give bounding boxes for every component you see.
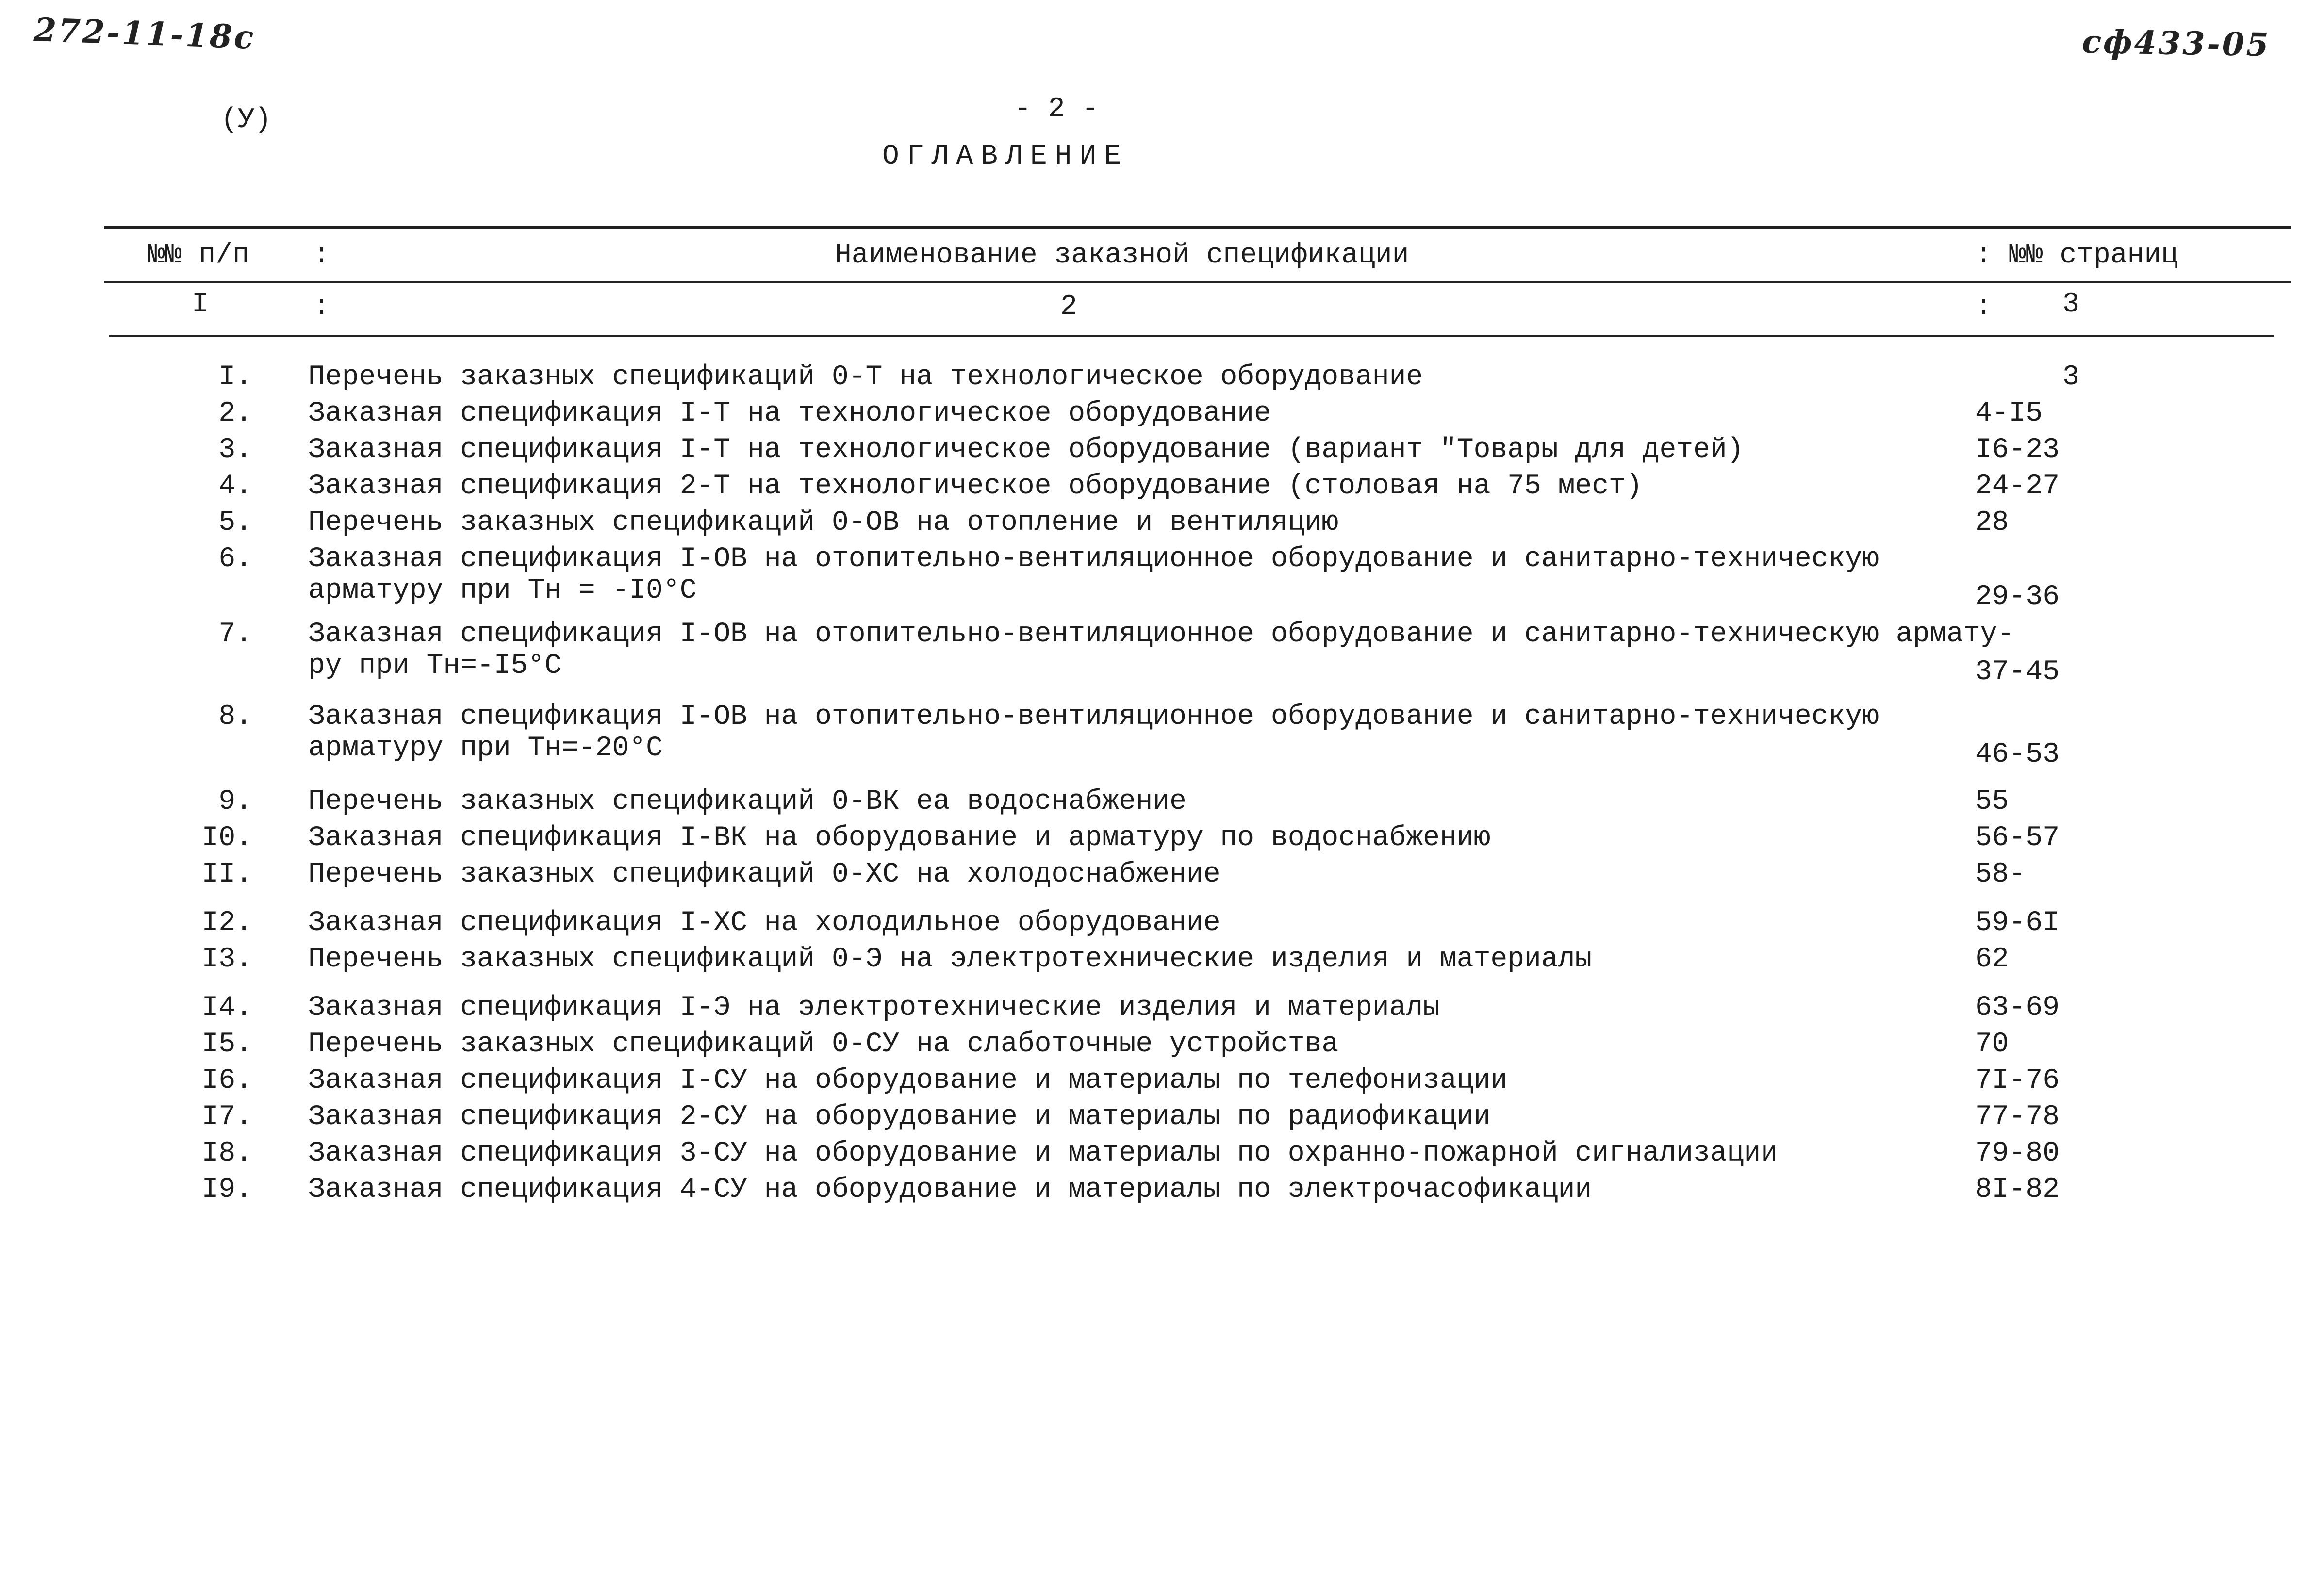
row-number: I0.	[201, 822, 252, 854]
row-pages: 28	[1975, 507, 2009, 539]
page-number: - 2 -	[1014, 94, 1099, 125]
row-pages: 46-53	[1975, 739, 2060, 770]
row-title	[308, 1138, 1778, 1169]
row-title	[308, 1101, 1490, 1133]
row-number: I4.	[201, 992, 252, 1024]
row-title-line: Заказная спецификация 2-Т на технологическое оборудование (столовая на 75 мест)	[308, 471, 1643, 502]
header-separator: :	[1975, 240, 1992, 271]
row-pages: 55	[1975, 786, 2009, 818]
row-number: I5.	[201, 1029, 252, 1060]
row-pages: 24-27	[1975, 471, 2060, 502]
col-number-index: I	[192, 289, 209, 320]
row-title-line: ру при Тн=-I5°С	[308, 650, 562, 682]
row-title-line: Заказная спецификация I-СУ на оборудование и материалы по телефонизации	[308, 1065, 1508, 1096]
variant-mark: (У)	[221, 104, 272, 136]
row-title-line: Заказная спецификация I-ОВ на отопительно-вентиляционное оборудование и санитарно-техническую	[308, 543, 1879, 575]
row-title-line: Заказная спецификация I-Э на электротехнические изделия и материалы	[308, 992, 1440, 1024]
row-pages: 63-69	[1975, 992, 2060, 1024]
row-title-line: Перечень заказных спецификаций 0-ВК еа водоснабжение	[308, 786, 1187, 818]
row-title-line: Перечень заказных спецификаций 0-ОВ на отопление и вентиляцию	[308, 507, 1339, 539]
col-pages-index: 3	[2062, 289, 2079, 320]
header-col-pages: №№ страниц	[2009, 240, 2178, 271]
header-col-name: Наименование заказной спецификации	[835, 240, 1409, 271]
row-number: I7.	[201, 1101, 252, 1133]
table-header-rule	[104, 281, 2291, 283]
row-pages: 79-80	[1975, 1138, 2060, 1169]
row-title	[308, 1174, 1592, 1206]
col-name-index: 2	[1060, 291, 1077, 323]
row-title-line: Заказная спецификация 4-СУ на оборудование и материалы по электрочасофикации	[308, 1174, 1592, 1206]
row-title	[308, 434, 1744, 466]
header-col-number: №№ п/п	[148, 240, 249, 271]
row-number: 3.	[218, 434, 252, 466]
row-title-line: Заказная спецификация I-ВК на оборудование и арматуру по водоснабжению	[308, 822, 1491, 854]
row-pages: 59-6I	[1975, 907, 2060, 939]
row-title-line: Перечень заказных спецификаций 0-Т на технологическое оборудование	[308, 361, 1423, 393]
row-title	[308, 361, 1423, 393]
row-number: 8.	[218, 701, 252, 733]
row-title	[308, 507, 1338, 539]
row-pages: 29-36	[1975, 581, 2060, 613]
table-top-rule	[104, 226, 2291, 229]
row-pages: I6-23	[1975, 434, 2060, 466]
header-separator: :	[313, 240, 330, 271]
row-title	[308, 1065, 1507, 1096]
row-pages: 37-45	[1975, 656, 2060, 688]
row-title-line: Заказная спецификация I-Т на технологическое оборудование (вариант "Товары для детей)	[308, 434, 1744, 466]
row-title-line: Заказная спецификация I-ОВ на отопительно-вентиляционное оборудование и санитарно-техническую	[308, 701, 1879, 733]
row-number: I6.	[201, 1065, 252, 1096]
row-title	[308, 992, 1440, 1024]
row-title-line: Перечень заказных спецификаций 0-ХС на холодоснабжение	[308, 859, 1220, 890]
row-pages: 7I-76	[1975, 1065, 2060, 1096]
row-title	[308, 701, 1879, 764]
row-title-line: Заказная спецификация I-ХС на холодильное оборудование	[308, 907, 1220, 939]
row-title	[308, 907, 1220, 939]
row-title-line: Заказная спецификация 2-СУ на оборудование и материалы по радиофикации	[308, 1101, 1491, 1133]
row-title	[308, 619, 2014, 682]
header-separator: :	[1975, 291, 1992, 323]
handwritten-document-code: 272-11-18с	[33, 11, 256, 56]
row-pages: 3	[2062, 361, 2079, 393]
row-title-line: арматуру при Тн=-20°С	[308, 733, 663, 764]
row-number: I9.	[201, 1174, 252, 1206]
row-number: 9.	[218, 786, 252, 818]
row-pages: 56-57	[1975, 822, 2060, 854]
row-title	[308, 944, 1592, 975]
table-numbering-rule	[109, 335, 2274, 337]
row-number: 6.	[218, 543, 252, 575]
row-title	[308, 786, 1187, 818]
row-pages: 62	[1975, 944, 2009, 975]
handwritten-archive-code: сф433-05	[2081, 22, 2271, 64]
row-number: 4.	[218, 471, 252, 502]
row-number: I3.	[201, 944, 252, 975]
row-title	[308, 543, 1879, 606]
row-pages: 4-I5	[1975, 398, 2043, 429]
row-title	[308, 398, 1271, 429]
row-title	[308, 822, 1490, 854]
row-number: 7.	[218, 619, 252, 650]
row-number: I.	[218, 361, 252, 393]
row-title-line: Перечень заказных спецификаций 0-Э на электротехнические изделия и материалы	[308, 944, 1592, 975]
header-separator: :	[313, 291, 330, 323]
row-title-line: Заказная спецификация 3-СУ на оборудование и материалы по охранно-пожарной сигнализации	[308, 1138, 1778, 1169]
row-number: 5.	[218, 507, 252, 539]
row-title-line: Заказная спецификация I-ОВ на отопительно-вентиляционное оборудование и санитарно-техническую армату-	[308, 619, 2014, 650]
row-title-line: арматуру при Тн = -I0°С	[308, 575, 697, 606]
row-title	[308, 1029, 1338, 1060]
row-pages: 8I-82	[1975, 1174, 2060, 1206]
row-number: 2.	[218, 398, 252, 429]
row-pages: 70	[1975, 1029, 2009, 1060]
row-pages: 77-78	[1975, 1101, 2060, 1133]
row-title	[308, 859, 1220, 890]
row-title-line: Заказная спецификация I-Т на технологическое оборудование	[308, 398, 1271, 429]
row-number: I2.	[201, 907, 252, 939]
row-number: I8.	[201, 1138, 252, 1169]
row-number: II.	[201, 859, 252, 890]
row-pages: 58-	[1975, 859, 2026, 890]
page-title: ОГЛАВЛЕНИЕ	[882, 141, 1129, 172]
row-title-line: Перечень заказных спецификаций 0-СУ на слаботочные устройства	[308, 1029, 1339, 1060]
row-title	[308, 471, 1643, 502]
